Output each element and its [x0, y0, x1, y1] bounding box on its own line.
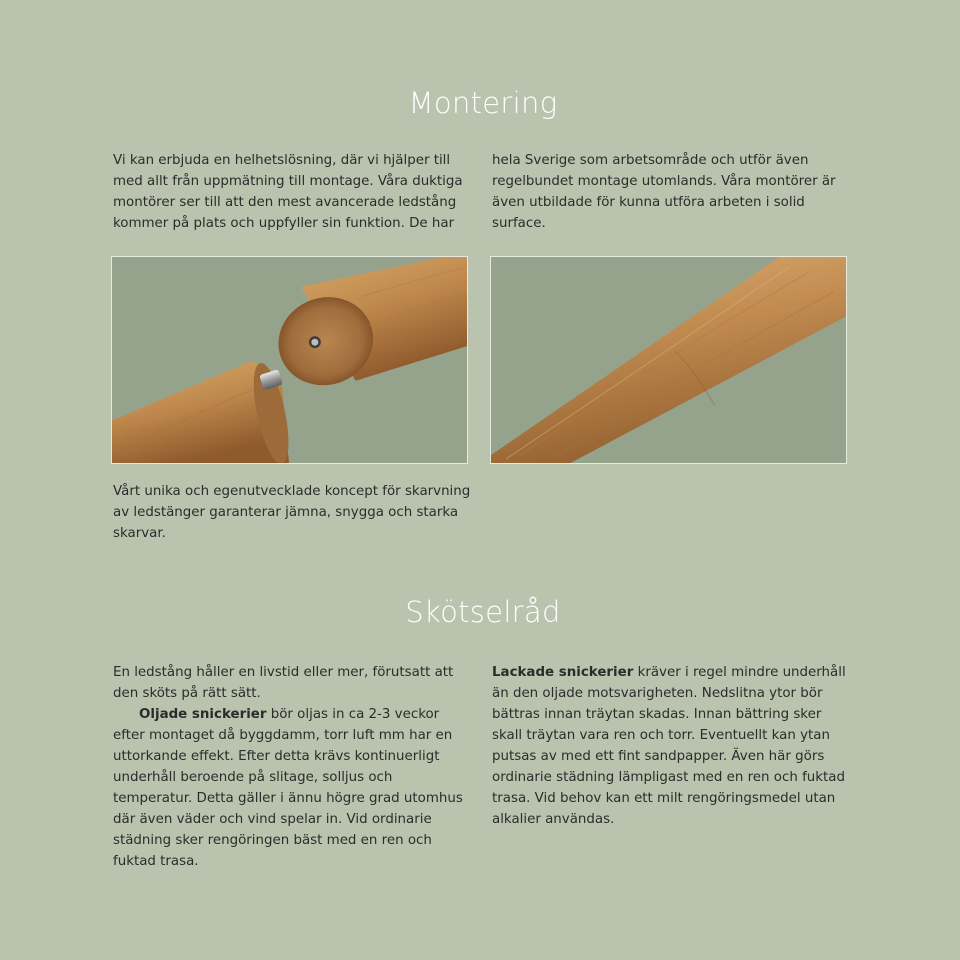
- section-title-skotselrad: Skötselråd: [405, 595, 561, 629]
- mounting-intro-left: [113, 150, 463, 234]
- mounting-intro-right: [492, 150, 842, 234]
- joint-caption-text: Vårt unika och egenutvecklade koncept för skarvning av ledstänger garanterar jämna, snygga och starka skarvar.: [113, 484, 471, 541]
- photo-handrail-joint-separated: [111, 256, 468, 464]
- photo-handrail-joint-joined: [490, 256, 847, 464]
- care-oiled-paragraph: [113, 704, 473, 872]
- care-right-column: [492, 662, 852, 830]
- joint-caption: [113, 481, 473, 544]
- care-lacquered-label: Lackade snickerier: [492, 665, 634, 680]
- handrail-separated-illustration: [112, 257, 467, 463]
- care-lacquered-text: kräver i regel mindre underhåll än den oljade motsvarigheten. Nedslitna ytor bör bättras innan träytan skadas. Innan bättring sker skall träytan vara ren och torr. Eventuellt kan ytan putsas av med ett fint sandpapper. Även här görs ordinarie städning lämpligast med en ren och fuktad trasa. Vid behov kan ett milt rengöringsmedel utan alkalier användas.: [492, 665, 846, 827]
- mounting-intro-left-text: Vi kan erbjuda en helhetslösning, där vi hjälper till med allt från uppmätning till montage. Våra duktiga montörer ser till att den mest avancerade ledstång kommer på plats och uppfyller sin funktion. De har: [113, 153, 463, 231]
- care-intro-text: En ledstång håller en livstid eller mer, förutsatt att den sköts på rätt sätt.: [113, 665, 454, 701]
- section-title-montering: Montering: [408, 86, 558, 120]
- care-oiled-text: bör oljas in ca 2-3 veckor efter montaget då byggdamm, torr luft mm har en uttorkande effekt. Efter detta krävs kontinuerligt underhåll beroende på slitage, solljus och temperatur. Detta gäller i ännu högre grad utomhus där även väder och vind spelar in. Vid ordinarie städning sker rengöringen bäst med en ren och fuktad trasa.: [113, 707, 463, 869]
- handrail-joined-illustration: [491, 257, 846, 463]
- care-left-column: [113, 662, 473, 872]
- care-oiled-label: Oljade snickerier: [139, 707, 267, 722]
- mounting-intro-right-text: hela Sverige som arbetsområde och utför även regelbundet montage utomlands. Våra montörer är även utbildade för kunna utföra arbeten i solid surface.: [492, 153, 836, 231]
- care-lacquered-paragraph: [492, 662, 852, 830]
